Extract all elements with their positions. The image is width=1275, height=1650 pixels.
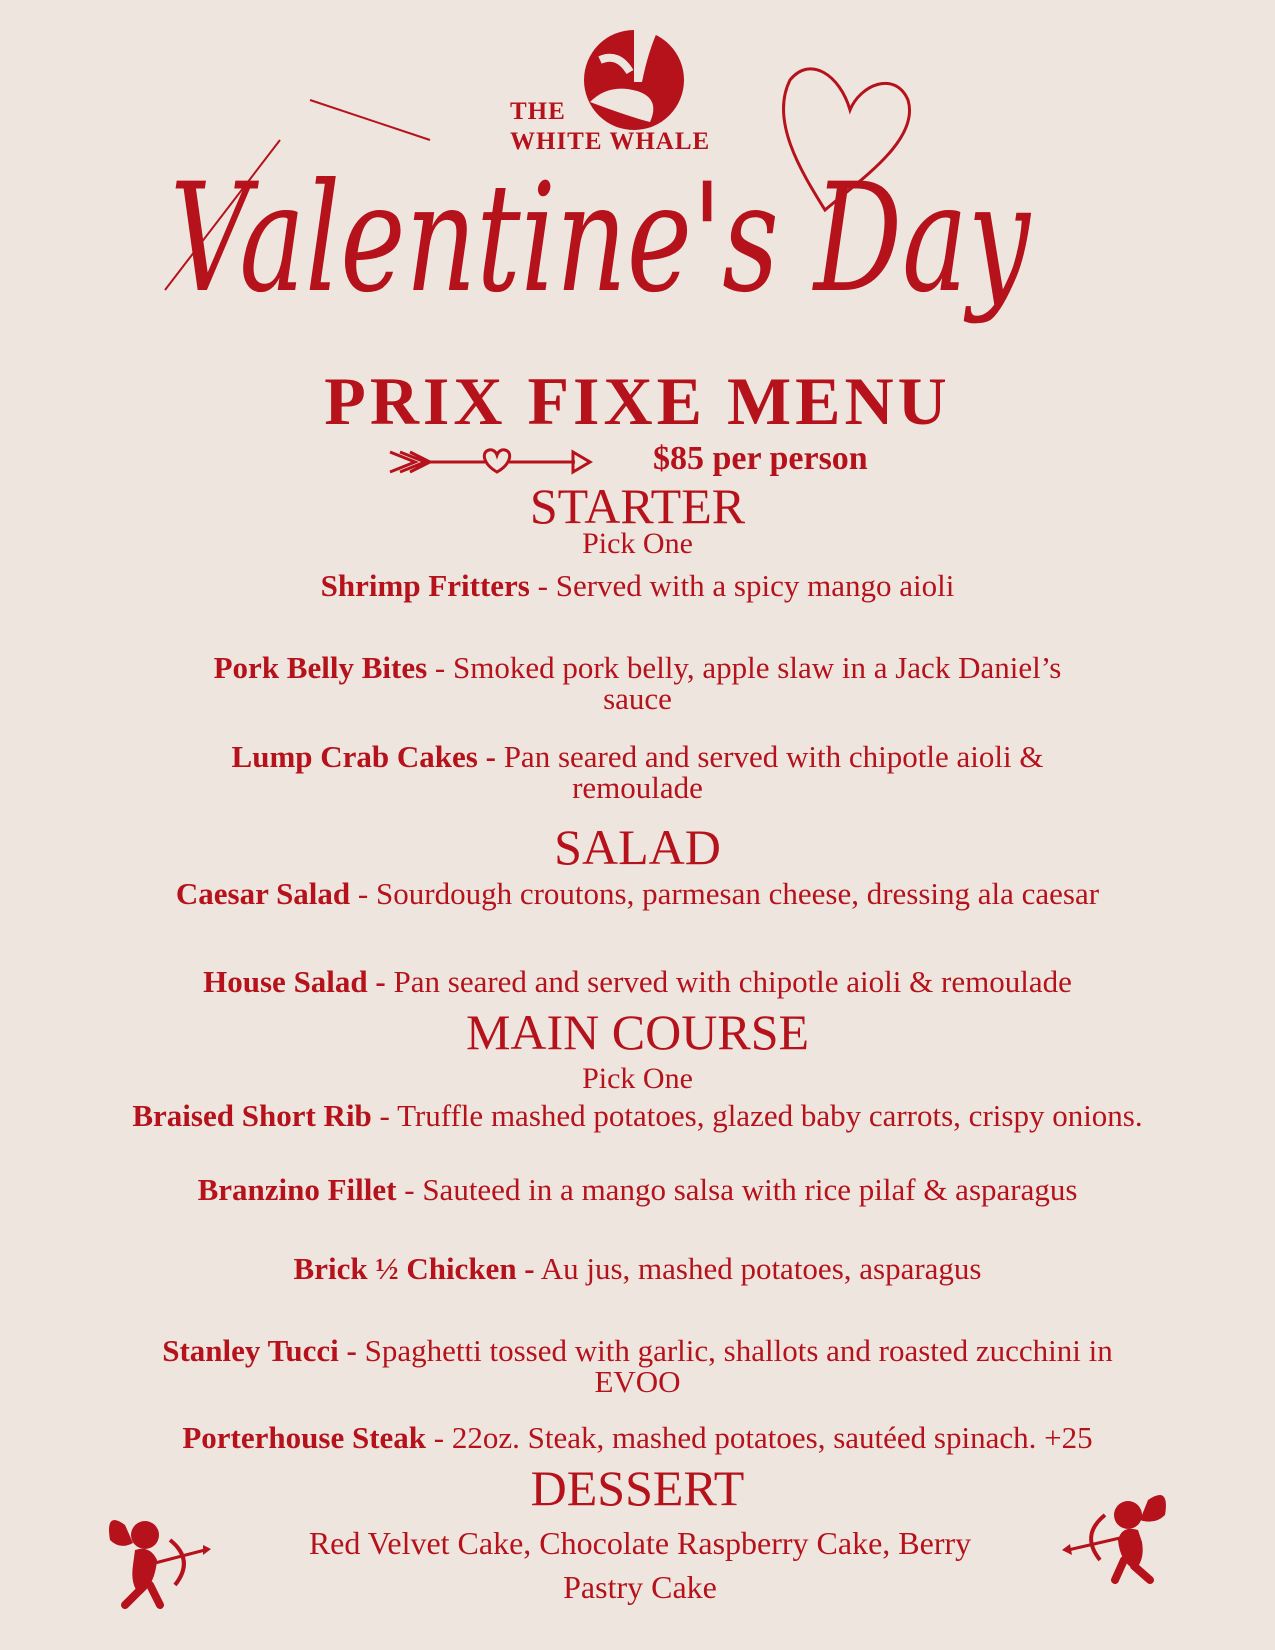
item-name: Branzino Fillet [197, 1172, 397, 1207]
item-sep: - [350, 876, 376, 911]
menu-item-branzino-fillet [0, 1174, 1275, 1205]
section-title-main-course: MAIN COURSE [465, 1004, 810, 1060]
section-title-salad: SALAD [554, 819, 721, 875]
menu-item-pork-belly-bites [0, 652, 1275, 714]
item-desc: Truffle mashed potatoes, glazed baby carrots, crispy onions. [397, 1098, 1143, 1133]
item-sep: - [396, 1172, 423, 1207]
section-title-dessert: DESSERT [530, 1460, 745, 1516]
item-desc: Sourdough croutons, parmesan cheese, dressing ala caesar [376, 876, 1100, 911]
price-per-person: $85 per person [653, 440, 868, 477]
item-name: House Salad - [203, 964, 386, 999]
item-name: Brick ½ Chicken - [293, 1251, 535, 1286]
section-title-starter: STARTER [529, 478, 746, 534]
item-sep: - [529, 568, 556, 603]
dessert-line-1: Red Velvet Cake, Chocolate Raspberry Cake, Berry [308, 1525, 972, 1561]
item-sep [386, 964, 394, 999]
cupid-icon [95, 1505, 215, 1615]
page-title: PRIX FIXE MENU [324, 363, 951, 439]
brand-line2: WHITE WHALE [510, 128, 711, 155]
item-desc: Pan seared and served with chipotle aioli & remoulade [393, 964, 1072, 999]
item-name: Porterhouse Steak [182, 1420, 427, 1455]
valentines-day-script-title [160, 60, 1110, 380]
item-desc-continued: sauce [603, 681, 672, 716]
item-desc: Sauteed in a mango salsa with rice pilaf & asparagus [422, 1172, 1078, 1207]
menu-item-lump-crab-cakes [0, 741, 1275, 803]
item-desc-continued: EVOO [594, 1364, 681, 1399]
menu-item-shrimp-fritters [0, 570, 1275, 601]
item-sep: - [427, 650, 453, 685]
arrow-heart-icon [385, 440, 615, 480]
starter-note: Pick One [582, 527, 693, 560]
item-desc-continued: remoulade [572, 770, 703, 805]
script-title-text: Valentine's Day [170, 152, 1032, 326]
dessert-line-2: Pastry Cake [563, 1569, 717, 1605]
cupid-icon [1060, 1480, 1180, 1590]
item-sep: - [426, 1420, 452, 1455]
item-sep: - [371, 1098, 398, 1133]
item-sep [496, 739, 504, 774]
item-desc: Smoked pork belly, apple slaw in a Jack Daniel’s [453, 650, 1062, 685]
item-desc: Au jus, mashed potatoes, asparagus [540, 1251, 982, 1286]
menu-item-house-salad [0, 966, 1275, 997]
brand-line1: THE [510, 98, 566, 125]
dessert-items [240, 1521, 1040, 1609]
item-name: Shrimp Fritters [320, 568, 530, 603]
menu-item-porterhouse-steak [0, 1422, 1275, 1453]
item-desc: Spaghetti tossed with garlic, shallots and roasted zucchini in [364, 1333, 1113, 1368]
menu-item-stanley-tucci [0, 1335, 1275, 1397]
item-name: Pork Belly Bites [213, 650, 428, 685]
item-desc: Pan seared and served with chipotle aioli & [503, 739, 1044, 774]
item-name: Caesar Salad [175, 876, 351, 911]
item-name: Braised Short Rib [132, 1098, 372, 1133]
item-desc: Served with a spicy mango aioli [555, 568, 955, 603]
item-sep [357, 1333, 365, 1368]
item-desc: 22oz. Steak, mashed potatoes, sautéed spinach. +25 [451, 1420, 1093, 1455]
item-name: Stanley Tucci - [162, 1333, 357, 1368]
menu-item-brick-half-chicken [0, 1253, 1275, 1284]
menu-item-braised-short-rib [0, 1100, 1275, 1131]
price-row [385, 440, 945, 480]
item-name: Lump Crab Cakes - [231, 739, 496, 774]
menu-item-caesar-salad [0, 878, 1275, 909]
main-note: Pick One [582, 1062, 693, 1095]
